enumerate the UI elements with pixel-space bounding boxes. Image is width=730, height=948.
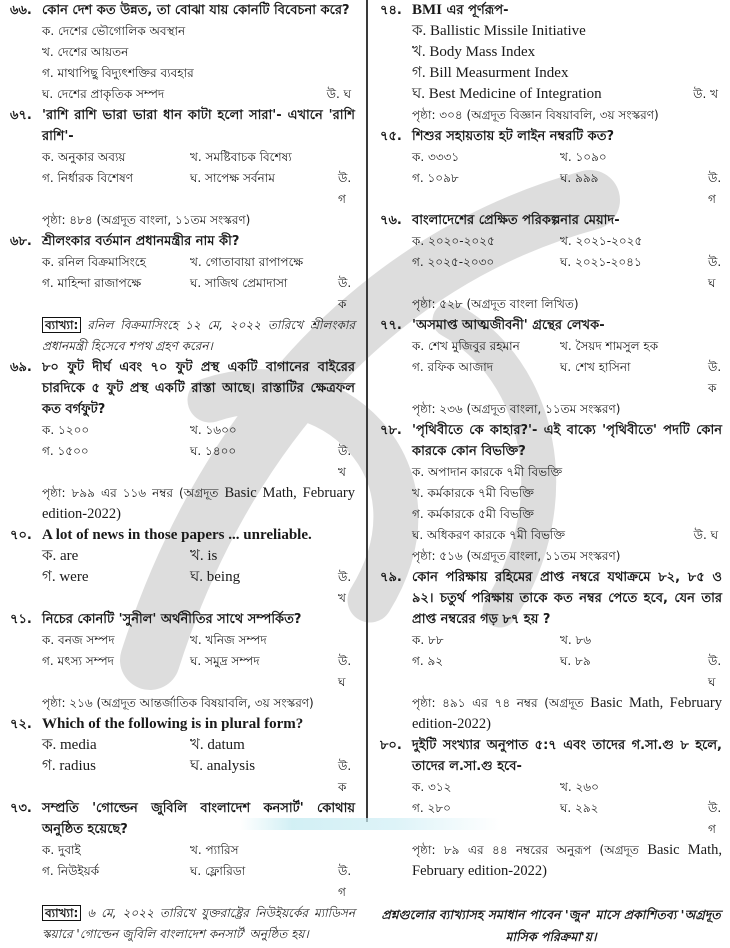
answer-label: উ. ঘ [708,654,722,689]
answer-label: উ. খ [338,444,352,479]
right-column [380,0,722,948]
question-67 [10,105,355,231]
option-ka: ক. দুবাই [42,843,81,857]
option-gha: ঘ. analysis [190,758,256,774]
answer-label: উ. গ [338,171,352,206]
option-kha: খ. কর্মকারকে ৭মী বিভক্তি [412,486,534,500]
answer-label: উ. খ [338,570,352,605]
option-gha: ঘ. সাজিথ প্রেমাদাসা [190,276,288,290]
option-ga: গ. radius [42,758,96,774]
option-ga: গ. মৎস্য সম্পদ [42,654,114,668]
option-kha: খ. ২৬০ [560,780,599,794]
question-68 [10,231,355,357]
option-kha: খ. datum [190,737,245,753]
bottom-edge-decoration [240,818,500,830]
option-kha: খ. সৈয়দ শামসুল হক [560,339,659,353]
question-78 [380,420,722,567]
answer-label: উ. ঘ [693,528,718,542]
option-ka: ক. are [42,548,79,564]
page-reference [412,693,722,735]
option-kha: খ. সমষ্টিবাচক বিশেষ্য [190,150,292,164]
option-kha: খ. গোতাবায়া রাপাপক্ষে [190,255,304,269]
option-kha: খ. দেশের আয়তন [42,45,129,59]
question-number: ৭১. [10,612,32,627]
question-80 [380,735,722,882]
option-gha: ঘ. ২৯২ [560,801,599,815]
question-number: ৭৬. [380,213,402,228]
answer-label: উ. খ [693,87,718,101]
option-gha: ঘ. ৯৯৯ [560,171,599,185]
question-number: ৮০. [380,738,402,753]
option-ka: ক. ৮৮ [412,633,444,647]
option-ga: গ. মাথাপিছু বিদ্যুৎশক্তির ব্যবহার [42,66,194,80]
option-kha: খ. ২০২১-২০২৫ [560,234,643,248]
option-ga: গ. were [42,569,89,585]
question-text: শিশুর সহায়তায় হট লাইন নম্বরটি কত? [412,129,615,144]
explanation [42,903,355,945]
reference-bn: পৃষ্ঠা: ৮৯ এর ৪৪ নম্বরের অনুরূপ (অগ্রদূত [412,843,648,857]
question-number: ৭২. [10,717,32,732]
option-kha: খ. Body Mass Index [412,44,536,60]
option-ka: ক. রনিল বিক্রমাসিংহে [42,255,146,269]
question-number: ৬৮. [10,234,32,249]
left-column [10,0,355,945]
answer-label: উ. ঘ [338,654,352,689]
option-gha: ঘ. ১৪০০ [190,444,237,458]
option-ka: ক. Ballistic Missile Initiative [412,23,586,39]
question-text-en: BMI [412,2,442,18]
question-75 [380,126,722,210]
question-number: ৭৭. [380,318,402,333]
question-text: নিচের কোনটি 'সুনীল' অর্থনীতির সাথে সম্পর্কিত? [42,612,302,627]
option-gha: ঘ. ২০২১-২০৪১ [560,255,642,269]
option-ga: গ. ২০২৫-২০৩০ [412,255,495,269]
question-69 [10,357,355,525]
page-reference: পৃষ্ঠা: ২১৬ (অগ্রদূত আন্তর্জাতিক বিষয়াবলি, ৩য় সংস্করণ) [42,696,314,710]
explanation-tag: ব্যাখ্যা: [42,317,81,333]
answer-label: উ. ক [338,759,352,794]
reference-en: Basic Math, February edition-2022) [412,842,722,879]
question-text: 'রাশি রাশি ভারা ভারা ধান কাটা হলো সারা'- এখানে 'রাশি রাশি'- [42,108,355,144]
question-text: দুইটি সংখ্যার অনুপাত ৫:৭ এবং তাদের গ.সা.গু ৮ হলে, তাদের ল.সা.গু হবে- [412,738,722,774]
question-number: ৬৭. [10,108,32,123]
answer-label: উ. গ [708,171,722,206]
question-number: ৬৬. [10,3,32,18]
option-kha: খ. is [190,548,218,564]
question-text: কোন পরিক্ষায় রহিমের প্রাপ্ত নম্বরে যথাক্রমে ৮২, ৮৫ ও ৯২। চতুর্থ পরিক্ষায় তাকে কত নম্বর পেতে হবে, যেন তার প্রাপ্ত নম্বরের গড় ৮৭ হয় ? [412,570,722,627]
question-72 [10,714,355,798]
option-kha: খ. খনিজ সম্পদ [190,633,267,647]
option-kha: খ. ৮৬ [560,633,592,647]
page-reference [42,483,355,525]
option-gha: ঘ. সাপেক্ষ সর্বনাম [190,171,275,185]
option-ga: গ. কর্মকারকে ৫মী বিভক্তি [412,507,534,521]
option-ga: গ. ১৫০০ [42,444,89,458]
question-text-bn: এর পূর্ণরূপ- [442,3,509,18]
page-reference: পৃষ্ঠা: ৪৮৪ (অগ্রদূত বাংলা, ১১তম সংস্করণ) [42,213,251,227]
question-number: ৭৮. [380,423,402,438]
question-text: Which of the following is in plural form? [42,716,304,732]
column-divider [366,0,368,822]
option-kha: খ. প্যারিস [190,843,239,857]
question-number: ৭৩. [10,801,32,816]
reference-bn: পৃষ্ঠা: ৪৯১ এর ৭৪ নম্বর (অগ্রদূত [412,696,591,710]
question-text: 'পৃথিবীতে কে কাহার?'- এই বাক্যে 'পৃথিবীতে' পদটি কোন কারকে কোন বিভক্তি? [412,423,722,459]
answer-label: উ. ঘ [326,87,351,101]
question-text: ৮০ ফুট দীর্ঘ এবং ৭০ ফুট প্রস্থ একটি বাগানের বাইরের চারদিকে ৫ ফুট প্রস্থ একটি রাস্তা আছে। রাস্তাটির ক্ষেত্রফল কত বর্গফুট? [42,360,355,417]
option-ka: ক. ৩৩৩১ [412,150,460,164]
option-ga: গ. Bill Measurment Index [412,65,569,81]
option-gha: ঘ. দেশের প্রাকৃতিক সম্পদ [42,87,165,101]
page-reference [412,840,722,882]
question-number: ৭০. [10,528,32,543]
question-number: ৬৯. [10,360,32,375]
question-70 [10,525,355,609]
option-ga: গ. রফিক আজাদ [412,360,494,374]
explanation-tag: ব্যাখ্যা: [42,905,81,921]
question-text: বাংলাদেশের প্রেক্ষিত পরিকল্পনার মেয়াদ- [412,213,620,228]
page-reference: পৃষ্ঠা: ২৩৬ (অগ্রদূত বাংলা, ১১তম সংস্করণ) [412,402,621,416]
option-ka: ক. ১২০০ [42,423,90,437]
reference-bn: পৃষ্ঠা: ৮৯৯ এর ১১৬ নম্বর (অগ্রদূত [42,486,225,500]
page-reference: পৃষ্ঠা: ৫২৮ (অগ্রদূত বাংলা লিখিত) [412,297,579,311]
option-ga: গ. নিউইয়র্ক [42,864,100,878]
option-ka: ক. অপাদান কারকে ৭মী বিভক্তি [412,465,563,479]
option-gha: ঘ. ফ্লোরিডা [190,864,246,878]
option-gha: ঘ. অধিকরণ কারকে ৭মী বিভক্তি [412,528,566,542]
question-number: ৭৪. [380,3,402,18]
question-text: সম্প্রতি 'গোল্ডেন জুবিলি বাংলাদেশ কনসার্ট' কোথায় অনুষ্ঠিত হয়েছে? [42,801,355,837]
option-gha: ঘ. সমুদ্র সম্পদ [190,654,260,668]
question-text: শ্রীলংকার বর্তমান প্রধানমন্ত্রীর নাম কী? [42,234,240,249]
page-reference: পৃষ্ঠা: ৩০৪ (অগ্রদূত বিজ্ঞান বিষয়াবলি, ৩য় সংস্করণ) [412,108,659,122]
option-ka: ক. ৩১২ [412,780,452,794]
footer-note: প্রশ্নগুলোর ব্যাখ্যাসহ সমাধান পাবেন 'জুন' মাসে প্রকাশিতব্য 'অগ্রদূত মাসিক পরিক্রমা'য়। [381,907,721,944]
option-ka: ক. শেখ মুজিবুর রহমান [412,339,520,353]
option-ka: ক. media [42,737,97,753]
option-kha: খ. ১৬০০ [190,423,237,437]
answer-label: উ. ক [338,276,352,311]
question-number: ৭৫. [380,129,402,144]
option-gha: ঘ. Best Medicine of Integration [412,86,602,102]
option-ga: গ. ১০৯৮ [412,171,459,185]
reference-en: Basic Math, February edition-2022) [42,485,356,522]
question-74 [380,0,722,126]
answer-label: উ. ক [708,360,722,395]
question-text: কোন দেশ কত উন্নত, তা বোঝা যায় কোনটি বিবেচনা করে? [42,3,350,18]
option-ka: ক. অনুকার অব্যয় [42,150,126,164]
reference-en: Basic Math, February edition-2022) [412,695,722,732]
option-ka: ক. বনজ সম্পদ [42,633,115,647]
question-number: ৭৯. [380,570,402,585]
question-text: 'অসমাপ্ত আত্মজীবনী' গ্রন্থের লেখক- [412,318,605,333]
question-76 [380,210,722,315]
option-gha: ঘ. ৮৯ [560,654,591,668]
option-ga: গ. নির্ধারক বিশেষণ [42,171,134,185]
option-gha: ঘ. being [190,569,241,585]
question-66 [10,0,355,105]
question-71 [10,609,355,714]
explanation-text: ৬ মে, ২০২২ তারিখে যুক্তরাষ্ট্রের নিউইয়র্কের ম্যাডিসন স্কয়ারে 'গোল্ডেন জুবিলি বাংলাদেশ কনসার্ট' অনুষ্ঠিত হয়। [42,906,355,941]
explanation-text: রনিল বিক্রমাসিংহে ১২ মে, ২০২২ তারিখে শ্রীলংকার প্রধানমন্ত্রী হিসেবে শপথ গ্রহণ করেন। [42,318,355,353]
answer-label: উ. ঘ [708,255,722,290]
option-ga: গ. ২৮০ [412,801,451,815]
option-ka: ক. ২০২০-২০২৫ [412,234,495,248]
question-79 [380,567,722,735]
page-reference: পৃষ্ঠা: ৫১৬ (অগ্রদূত বাংলা, ১১তম সংস্করণ) [412,549,621,563]
question-77 [380,315,722,420]
explanation [42,315,355,357]
answer-label: উ. গ [708,801,722,836]
answer-label: উ. গ [338,864,352,899]
option-ga: গ. ৯২ [412,654,444,668]
option-ka: ক. দেশের ভৌগোলিক অবস্থান [42,24,186,38]
question-text: A lot of news in those papers ... unreliable. [42,527,312,543]
option-gha: ঘ. শেখ হাসিনা [560,360,631,374]
option-kha: খ. ১০৯০ [560,150,607,164]
option-ga: গ. মাহিন্দা রাজাপক্ষে [42,276,142,290]
